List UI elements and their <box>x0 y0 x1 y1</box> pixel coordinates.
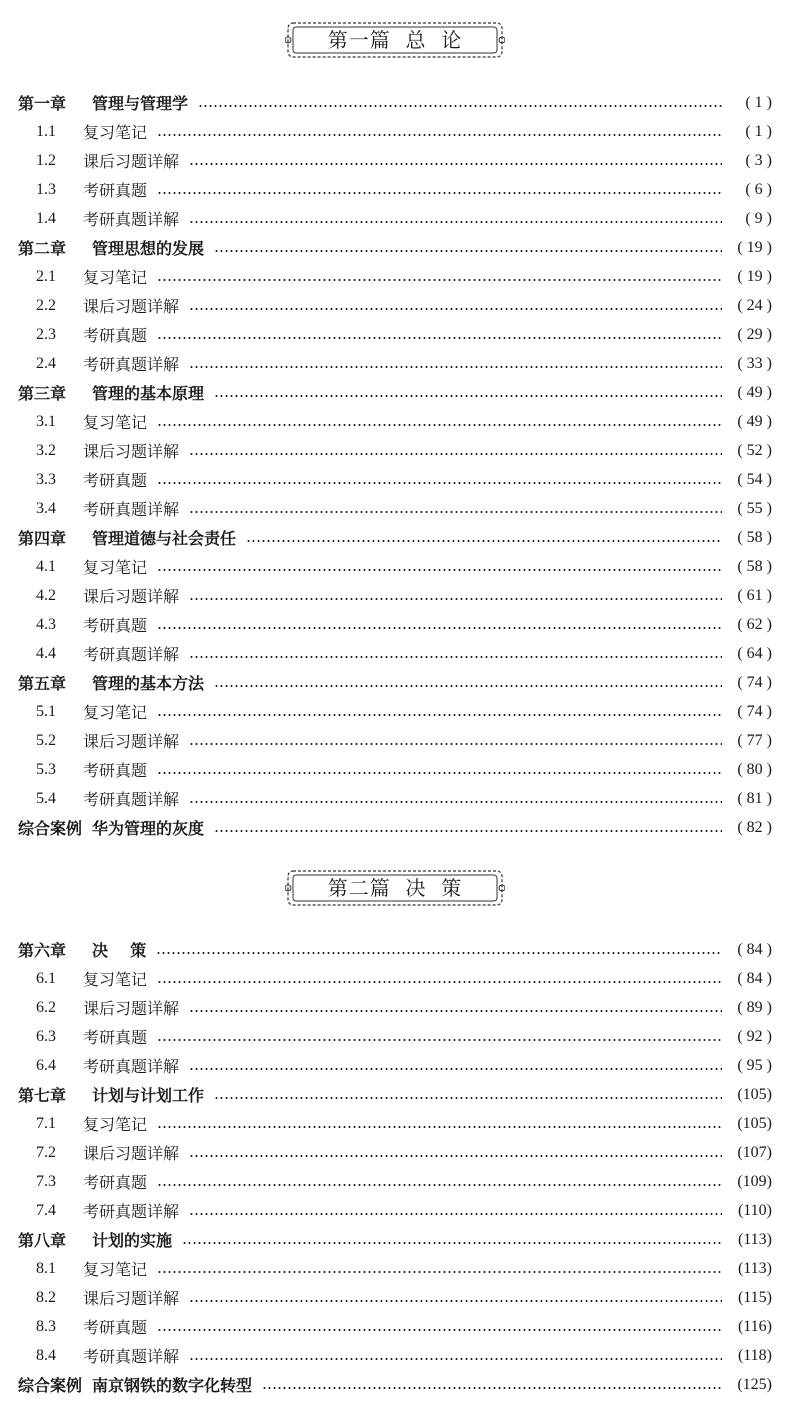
entry-number: 8.4 <box>36 1346 56 1364</box>
entry-number: 6.2 <box>36 998 56 1016</box>
dot-leader <box>214 395 722 397</box>
entry-number: 综合案例 <box>18 1376 83 1395</box>
entry-title: 管理与管理学 <box>92 94 189 113</box>
entry-number: 第二章 <box>18 239 67 258</box>
part-title: 第二篇 决 策 <box>327 876 463 900</box>
toc-section-entry[interactable] <box>0 993 790 1022</box>
toc-chapter-entry[interactable] <box>0 1225 790 1254</box>
entry-title: 管理的基本方法 <box>92 674 205 693</box>
entry-page-number: ( 49 ) <box>737 412 772 430</box>
entry-page-number: ( 80 ) <box>737 760 772 778</box>
entry-page-number: ( 74 ) <box>737 702 772 720</box>
toc-section-entry[interactable] <box>0 1283 790 1312</box>
dot-leader <box>157 337 722 339</box>
entry-title: 计划的实施 <box>92 1231 173 1250</box>
entry-title: 复习笔记 <box>83 558 148 577</box>
entry-title: 课后习题详解 <box>83 1289 180 1308</box>
entry-title: 考研真题 <box>83 471 148 490</box>
entry-page-number: ( 95 ) <box>737 1056 772 1074</box>
dot-leader <box>157 424 722 426</box>
dot-leader <box>189 453 722 455</box>
toc-section-entry[interactable] <box>0 146 790 175</box>
entry-number: 3.1 <box>36 412 56 430</box>
entry-number: 2.3 <box>36 325 56 343</box>
toc-section-entry[interactable] <box>0 1167 790 1196</box>
dot-leader <box>157 772 722 774</box>
toc-chapter-entry[interactable] <box>0 233 790 262</box>
entry-number: 8.1 <box>36 1259 56 1277</box>
dot-leader <box>157 1184 722 1186</box>
entry-number: 第六章 <box>18 941 67 960</box>
entry-page-number: (109) <box>737 1172 772 1190</box>
entry-number: 第七章 <box>18 1086 67 1105</box>
dot-leader <box>157 134 722 136</box>
entry-number: 7.2 <box>36 1143 56 1161</box>
entry-page-number: (107) <box>737 1143 772 1161</box>
toc-section-entry[interactable] <box>0 1196 790 1225</box>
entry-page-number: ( 19 ) <box>737 267 772 285</box>
entry-page-number: ( 58 ) <box>737 528 772 546</box>
entry-number: 6.1 <box>36 969 56 987</box>
entry-number: 7.4 <box>36 1201 56 1219</box>
toc-section-entry[interactable] <box>0 610 790 639</box>
entry-number: 第八章 <box>18 1231 67 1250</box>
entry-number: 第三章 <box>18 384 67 403</box>
dot-leader <box>157 1271 722 1273</box>
entry-title: 考研真题详解 <box>83 210 180 229</box>
entry-title: 复习笔记 <box>83 413 148 432</box>
entry-title: 决 策 <box>92 941 147 960</box>
entry-page-number: ( 84 ) <box>737 969 772 987</box>
entry-page-number: (110) <box>737 1201 772 1219</box>
dot-leader <box>157 279 722 281</box>
entry-title: 复习笔记 <box>83 268 148 287</box>
entry-number: 2.4 <box>36 354 56 372</box>
entry-title: 课后习题详解 <box>83 999 180 1018</box>
entry-title: 课后习题详解 <box>83 732 180 751</box>
entry-number: 1.2 <box>36 151 56 169</box>
entry-title: 考研真题 <box>83 181 148 200</box>
entry-number: 3.4 <box>36 499 56 517</box>
toc-section-entry[interactable] <box>0 1138 790 1167</box>
dot-leader <box>189 366 722 368</box>
entry-page-number: ( 81 ) <box>737 789 772 807</box>
toc-part-2 <box>0 935 790 1399</box>
dot-leader <box>157 569 722 571</box>
toc-chapter-entry[interactable] <box>0 88 790 117</box>
entry-number: 4.3 <box>36 615 56 633</box>
entry-title: 管理的基本原理 <box>92 384 205 403</box>
entry-page-number: ( 64 ) <box>737 644 772 662</box>
dot-leader <box>246 540 722 542</box>
entry-title: 考研真题 <box>83 1028 148 1047</box>
dot-leader <box>157 981 722 983</box>
entry-title: 考研真题详解 <box>83 1347 180 1366</box>
toc-section-entry[interactable] <box>0 1341 790 1370</box>
entry-title: 课后习题详解 <box>83 152 180 171</box>
entry-page-number: ( 29 ) <box>737 325 772 343</box>
toc-section-entry[interactable] <box>0 552 790 581</box>
entry-page-number: (115) <box>737 1288 772 1306</box>
entry-page-number: (118) <box>737 1346 772 1364</box>
toc-section-entry[interactable] <box>0 1022 790 1051</box>
entry-number: 4.4 <box>36 644 56 662</box>
entry-number: 5.3 <box>36 760 56 778</box>
toc-section-entry[interactable] <box>0 407 790 436</box>
entry-number: 3.3 <box>36 470 56 488</box>
toc-section-entry[interactable] <box>0 1109 790 1138</box>
entry-page-number: (113) <box>737 1230 772 1248</box>
dot-leader <box>189 598 722 600</box>
entry-title: 复习笔记 <box>83 123 148 142</box>
entry-page-number: ( 49 ) <box>737 383 772 401</box>
entry-title: 计划与计划工作 <box>92 1086 205 1105</box>
entry-title: 考研真题详解 <box>83 645 180 664</box>
dot-leader <box>189 511 722 513</box>
entry-page-number: ( 19 ) <box>737 238 772 256</box>
entry-number: 综合案例 <box>18 819 83 838</box>
dot-leader <box>189 1213 722 1215</box>
dot-leader <box>189 801 722 803</box>
entry-page-number: ( 77 ) <box>737 731 772 749</box>
entry-page-number: ( 6 ) <box>745 180 772 198</box>
entry-number: 7.3 <box>36 1172 56 1190</box>
part-1-header <box>285 20 505 60</box>
entry-page-number: ( 89 ) <box>737 998 772 1016</box>
toc-section-entry[interactable] <box>0 291 790 320</box>
dot-leader <box>198 105 722 107</box>
entry-number: 8.2 <box>36 1288 56 1306</box>
toc-section-entry[interactable] <box>0 1051 790 1080</box>
entry-number: 8.3 <box>36 1317 56 1335</box>
entry-title: 华为管理的灰度 <box>92 819 205 838</box>
dot-leader <box>189 1300 722 1302</box>
entry-number: 1.1 <box>36 122 56 140</box>
entry-title: 复习笔记 <box>83 970 148 989</box>
toc-section-entry[interactable] <box>0 697 790 726</box>
entry-number: 4.1 <box>36 557 56 575</box>
toc-part-1 <box>0 88 790 842</box>
dot-leader <box>189 1010 722 1012</box>
entry-page-number: ( 58 ) <box>737 557 772 575</box>
dot-leader <box>189 1155 722 1157</box>
dot-leader <box>214 685 722 687</box>
entry-page-number: ( 1 ) <box>745 122 772 140</box>
toc-chapter-entry[interactable] <box>0 1080 790 1109</box>
entry-title: 管理思想的发展 <box>92 239 205 258</box>
toc-section-entry[interactable] <box>0 436 790 465</box>
toc-chapter-entry[interactable] <box>0 813 790 842</box>
dot-leader <box>182 1242 722 1244</box>
dot-leader <box>214 1097 722 1099</box>
entry-title: 考研真题 <box>83 326 148 345</box>
entry-title: 复习笔记 <box>83 1115 148 1134</box>
entry-number: 2.1 <box>36 267 56 285</box>
toc-section-entry[interactable] <box>0 755 790 784</box>
entry-title: 南京钢铁的数字化转型 <box>92 1376 253 1395</box>
toc-section-entry[interactable] <box>0 726 790 755</box>
entry-page-number: ( 3 ) <box>745 151 772 169</box>
dot-leader <box>157 1039 722 1041</box>
dot-leader <box>189 308 722 310</box>
entry-page-number: ( 61 ) <box>737 586 772 604</box>
dot-leader <box>157 1126 722 1128</box>
entry-page-number: ( 1 ) <box>745 93 772 111</box>
toc-section-entry[interactable] <box>0 639 790 668</box>
entry-page-number: ( 24 ) <box>737 296 772 314</box>
entry-title: 考研真题 <box>83 616 148 635</box>
toc-section-entry[interactable] <box>0 262 790 291</box>
toc-section-entry[interactable] <box>0 494 790 523</box>
entry-title: 考研真题详解 <box>83 790 180 809</box>
toc-section-entry[interactable] <box>0 1312 790 1341</box>
toc-section-entry[interactable] <box>0 175 790 204</box>
toc-chapter-entry[interactable] <box>0 1370 790 1399</box>
entry-title: 复习笔记 <box>83 1260 148 1279</box>
entry-number: 5.2 <box>36 731 56 749</box>
entry-title: 课后习题详解 <box>83 442 180 461</box>
toc-chapter-entry[interactable] <box>0 523 790 552</box>
entry-page-number: ( 33 ) <box>737 354 772 372</box>
dot-leader <box>157 192 722 194</box>
entry-title: 考研真题详解 <box>83 355 180 374</box>
toc-section-entry[interactable] <box>0 465 790 494</box>
entry-title: 考研真题 <box>83 1173 148 1192</box>
entry-number: 4.2 <box>36 586 56 604</box>
toc-section-entry[interactable] <box>0 320 790 349</box>
dot-leader <box>214 250 722 252</box>
entry-number: 7.1 <box>36 1114 56 1132</box>
entry-page-number: ( 55 ) <box>737 499 772 517</box>
entry-page-number: ( 9 ) <box>745 209 772 227</box>
entry-number: 第四章 <box>18 529 67 548</box>
toc-section-entry[interactable] <box>0 204 790 233</box>
entry-page-number: ( 74 ) <box>737 673 772 691</box>
entry-page-number: ( 82 ) <box>737 818 772 836</box>
entry-page-number: ( 54 ) <box>737 470 772 488</box>
toc-chapter-entry[interactable] <box>0 935 790 964</box>
part-title: 第一篇 总 论 <box>327 28 463 52</box>
entry-title: 复习笔记 <box>83 703 148 722</box>
dot-leader <box>189 743 722 745</box>
dot-leader <box>262 1387 722 1389</box>
entry-page-number: (105) <box>737 1114 772 1132</box>
part-2-header <box>285 868 505 908</box>
dot-leader <box>189 163 722 165</box>
entry-page-number: ( 62 ) <box>737 615 772 633</box>
entry-title: 考研真题 <box>83 1318 148 1337</box>
toc-chapter-entry[interactable] <box>0 668 790 697</box>
dot-leader <box>157 627 722 629</box>
toc-section-entry[interactable] <box>0 784 790 813</box>
entry-number: 1.3 <box>36 180 56 198</box>
entry-title: 课后习题详解 <box>83 587 180 606</box>
dot-leader <box>189 221 722 223</box>
toc-section-entry[interactable] <box>0 964 790 993</box>
entry-title: 考研真题详解 <box>83 1057 180 1076</box>
entry-page-number: (105) <box>737 1085 772 1103</box>
dot-leader <box>189 1358 722 1360</box>
entry-page-number: (116) <box>737 1317 772 1335</box>
entry-title: 考研真题详解 <box>83 500 180 519</box>
dot-leader <box>189 1068 722 1070</box>
entry-page-number: ( 92 ) <box>737 1027 772 1045</box>
dot-leader <box>157 482 722 484</box>
entry-title: 课后习题详解 <box>83 1144 180 1163</box>
entry-number: 5.4 <box>36 789 56 807</box>
entry-page-number: ( 52 ) <box>737 441 772 459</box>
toc-section-entry[interactable] <box>0 349 790 378</box>
entry-number: 6.4 <box>36 1056 56 1074</box>
toc-chapter-entry[interactable] <box>0 378 790 407</box>
dot-leader <box>156 952 722 954</box>
entry-title: 课后习题详解 <box>83 297 180 316</box>
entry-page-number: ( 84 ) <box>737 940 772 958</box>
entry-number: 6.3 <box>36 1027 56 1045</box>
entry-number: 第一章 <box>18 94 67 113</box>
entry-title: 考研真题详解 <box>83 1202 180 1221</box>
dot-leader <box>189 656 722 658</box>
entry-number: 5.1 <box>36 702 56 720</box>
entry-title: 管理道德与社会责任 <box>92 529 237 548</box>
dot-leader <box>214 830 722 832</box>
dot-leader <box>157 1329 722 1331</box>
entry-number: 1.4 <box>36 209 56 227</box>
toc-section-entry[interactable] <box>0 1254 790 1283</box>
entry-page-number: (113) <box>737 1259 772 1277</box>
entry-number: 2.2 <box>36 296 56 314</box>
entry-number: 第五章 <box>18 674 67 693</box>
dot-leader <box>157 714 722 716</box>
toc-section-entry[interactable] <box>0 117 790 146</box>
entry-title: 考研真题 <box>83 761 148 780</box>
entry-page-number: (125) <box>737 1375 772 1393</box>
toc-section-entry[interactable] <box>0 581 790 610</box>
entry-number: 3.2 <box>36 441 56 459</box>
